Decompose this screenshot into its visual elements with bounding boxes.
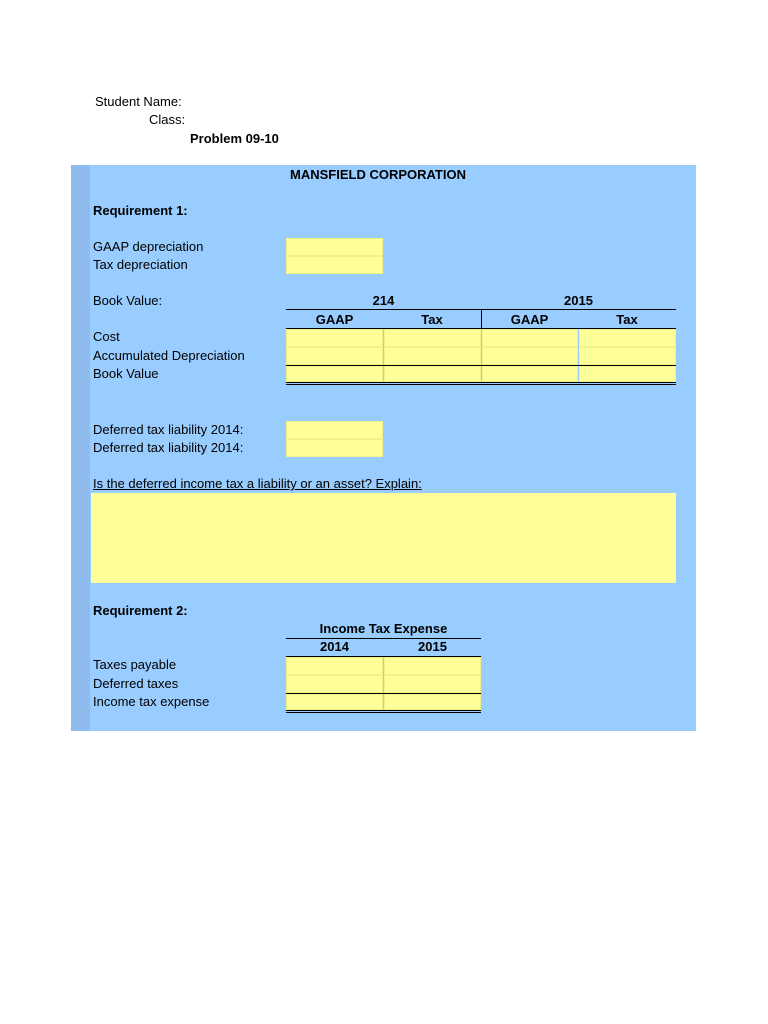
row-label-cost: Cost: [93, 329, 120, 344]
req2-total-rule-2: [286, 712, 481, 713]
deferred-taxes-2014-input[interactable]: [286, 675, 383, 693]
row-label-deferred-taxes: Deferred taxes: [93, 676, 179, 691]
col-tax-1: Tax: [421, 312, 443, 327]
cost-gaap-2014-input[interactable]: [286, 329, 383, 347]
taxes-payable-2015-input[interactable]: [384, 657, 481, 675]
book-value-year-2: 2015: [564, 293, 593, 308]
col-gaap-1: GAAP: [315, 312, 354, 327]
tax-depreciation-label: Tax depreciation: [93, 257, 188, 272]
accum-dep-gaap-2014-input[interactable]: [286, 347, 383, 365]
book-value-tax-2015-input[interactable]: [579, 366, 676, 382]
accum-dep-tax-2015-input[interactable]: [579, 347, 676, 365]
income-tax-expense-2014-input[interactable]: [286, 694, 383, 710]
taxes-payable-2014-input[interactable]: [286, 657, 383, 675]
row-label-income-tax-expense: Income tax expense: [93, 694, 210, 709]
student-name-label: Student Name:: [95, 94, 182, 109]
dtl-label-2: Deferred tax liability 2014:: [93, 440, 244, 455]
tax-depreciation-input[interactable]: [286, 256, 383, 274]
row-label-taxes-payable: Taxes payable: [93, 657, 177, 672]
total-rule-1: [286, 382, 676, 383]
requirement-1-title: Requirement 1:: [93, 203, 188, 218]
worksheet-margin-strip: [71, 165, 90, 731]
book-value-year-1: 214: [372, 293, 395, 308]
class-label: Class:: [149, 112, 186, 127]
total-rule-2: [286, 384, 676, 385]
req2-total-rule-1: [286, 710, 481, 711]
row-label-book-value: Book Value: [93, 366, 159, 381]
book-value-gaap-2014-input[interactable]: [286, 366, 383, 382]
explanation-input-area[interactable]: [91, 493, 676, 583]
requirement-2-title: Requirement 2:: [93, 603, 188, 618]
explain-question: Is the deferred income tax a liability or an asset? Explain:: [93, 476, 422, 491]
year-divider: [481, 310, 482, 328]
cost-gaap-2015-input[interactable]: [482, 329, 578, 347]
dtl-input-1[interactable]: [286, 421, 383, 439]
req2-year-2015: 2015: [418, 639, 447, 654]
dtl-label-1: Deferred tax liability 2014:: [93, 422, 244, 437]
cost-tax-2014-input[interactable]: [384, 329, 481, 347]
dtl-input-2[interactable]: [286, 439, 383, 457]
company-title: MANSFIELD CORPORATION: [290, 167, 466, 182]
gaap-depreciation-label: GAAP depreciation: [93, 239, 204, 254]
deferred-taxes-2015-input[interactable]: [384, 675, 481, 693]
req2-year-2014: 2014: [320, 639, 349, 654]
book-value-gaap-2015-input[interactable]: [482, 366, 578, 382]
book-value-label: Book Value:: [93, 293, 163, 308]
income-tax-expense-2015-input[interactable]: [384, 694, 481, 710]
income-tax-expense-title: Income Tax Expense: [319, 621, 448, 636]
problem-label: Problem 09-10: [190, 131, 279, 146]
accum-dep-gaap-2015-input[interactable]: [482, 347, 578, 365]
col-gaap-2: GAAP: [510, 312, 549, 327]
accum-dep-tax-2014-input[interactable]: [384, 347, 481, 365]
col-tax-2: Tax: [616, 312, 638, 327]
cost-tax-2015-input[interactable]: [579, 329, 676, 347]
gaap-depreciation-input[interactable]: [286, 238, 383, 256]
row-label-accumulated-depreciation: Accumulated Depreciation: [93, 348, 245, 363]
book-value-tax-2014-input[interactable]: [384, 366, 481, 382]
